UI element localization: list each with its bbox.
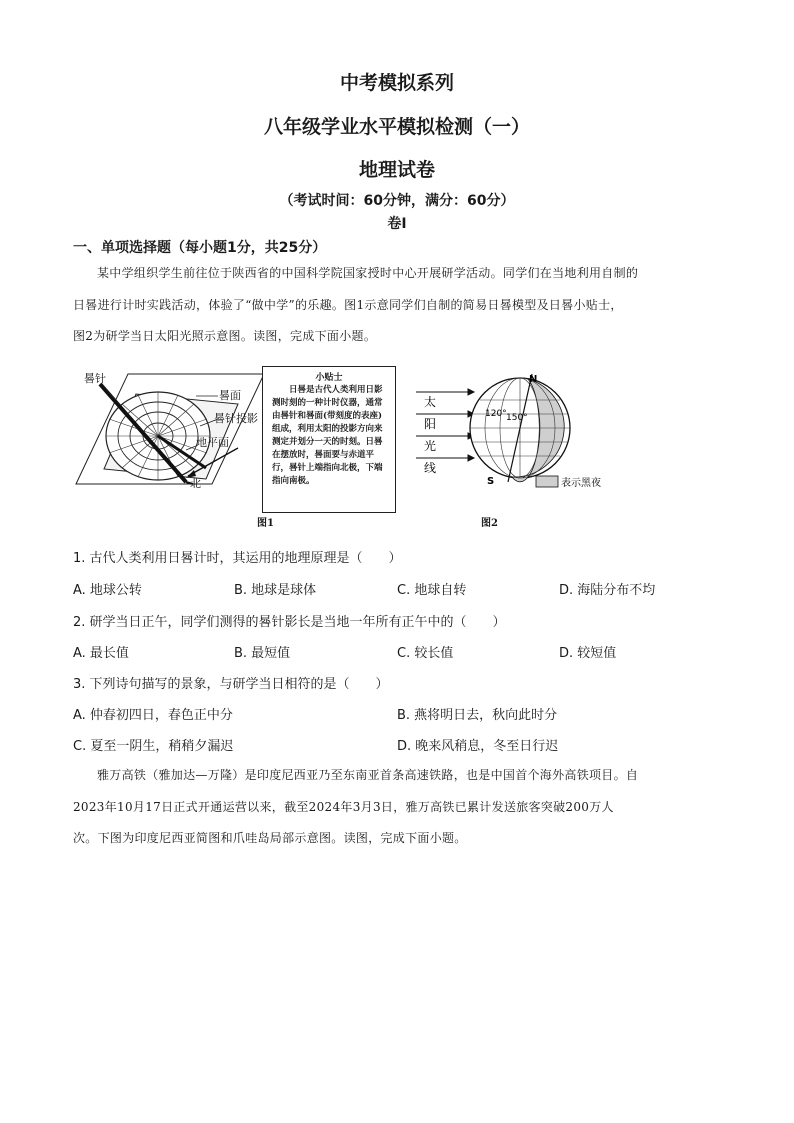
q3-option-c: C. 夏至一阴生，稍稍夕漏迟 — [73, 739, 234, 754]
shadow-label: 晷针投影 — [214, 412, 258, 425]
q3-option-a: A. 仲春初四日，春色正中分 — [73, 708, 233, 723]
exam-info: （考试时间：60分钟，满分：60分） — [279, 193, 515, 209]
figure-1-caption: 图1 — [257, 518, 274, 529]
q3-option-b: B. 燕将明日去，秋向此时分 — [397, 708, 558, 723]
tip-title: 小贴士 — [315, 373, 343, 383]
passage-2-line: 雅万高铁（雅加达—万隆）是印度尼西亚乃至东南亚首条高速铁路，也是中国首个海外高铁项目。自 — [97, 768, 639, 782]
exam-title: 八年级学业水平模拟检测（一） — [263, 116, 530, 138]
figure-2-caption: 图2 — [481, 518, 498, 529]
q2-option-d: D. 较短值 — [559, 646, 617, 661]
sunlight-figure — [410, 370, 630, 494]
gnomon-label: 晷针 — [84, 372, 106, 385]
passage-1-line: 某中学组织学生前往位于陕西省的中国科学院国家授时中心开展研学活动。同学们在当地利用自制的 — [97, 266, 639, 280]
sun-char-4: 线 — [424, 461, 437, 475]
question-2: 2. 研学当日正午，同学们测得的晷针影长是当地一年所有正午中的（ ） — [73, 615, 506, 630]
q2-option-a: A. 最长值 — [73, 646, 129, 661]
longitude-label-2: 150° — [506, 413, 528, 423]
sun-char-3: 光 — [424, 439, 437, 453]
section-heading: 一、单项选择题（每小题1分，共25分） — [73, 240, 327, 256]
tip-box — [262, 366, 396, 513]
q1-option-b: B. 地球是球体 — [234, 583, 317, 598]
series-title: 中考模拟系列 — [339, 72, 454, 94]
passage-2-line: 次。下图为印度尼西亚简图和爪哇岛局部示意图。读图，完成下面小题。 — [73, 831, 467, 845]
q1-option-a: A. 地球公转 — [73, 583, 142, 598]
horizon-label: 地平面 — [196, 436, 229, 449]
volume-label: 卷Ⅰ — [387, 216, 407, 232]
q3-option-d: D. 晚来风稍息，冬至日行迟 — [397, 739, 559, 754]
sun-char-1: 太 — [424, 395, 437, 409]
subject-title: 地理试卷 — [358, 159, 435, 181]
passage-1-line: 日晷进行计时实践活动，体验了“做中学”的乐趣。图1示意同学们自制的简易日晷模型及日晷小贴士， — [73, 297, 623, 312]
passage-1 — [73, 258, 723, 353]
passage-1-line: 图2为研学当日太阳光照示意图。读图，完成下面小题。 — [73, 329, 377, 343]
north-pole-label: N — [529, 374, 538, 385]
question-1: 1. 古代人类利用日晷计时，其运用的地理原理是（ ） — [73, 551, 402, 566]
north-label: 北 — [190, 477, 201, 490]
q1-option-c: C. 地球自转 — [397, 583, 467, 598]
night-legend-swatch — [536, 476, 558, 487]
q1-option-d: D. 海陆分布不均 — [559, 583, 656, 598]
passage-2-line: 2023年10月17日正式开通运营以来，截至2024年3月3日，雅万高铁已累计发送旅客突破200万人 — [73, 799, 614, 814]
question-3: 3. 下列诗句描写的景象，与研学当日相符的是（ ） — [73, 677, 389, 692]
q2-option-c: C. 较长值 — [397, 646, 454, 661]
tip-text: 日晷是古代人类利用日影测时刻的一种计时仪器，通常由晷针和晷面(带刻度的表座)组成，利用太阳的投影方向来测定并划分一天的时刻。日晷在摆放时，晷面要与赤道平行，晷针上端指向北极，下端指向南极。 — [272, 385, 383, 486]
longitude-label-1: 120° — [485, 409, 507, 419]
sundial-figure — [68, 364, 264, 494]
south-pole-label: S — [487, 476, 495, 487]
dial-label: 晷面 — [219, 389, 241, 402]
q2-option-b: B. 最短值 — [234, 646, 291, 661]
night-legend-label: 表示黑夜 — [561, 478, 601, 489]
passage-2 — [73, 760, 723, 855]
sun-char-2: 阳 — [424, 417, 437, 431]
